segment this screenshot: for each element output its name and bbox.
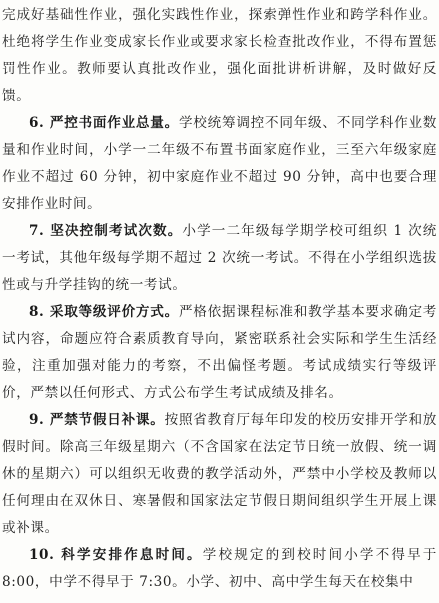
document-body bbox=[2, 2, 437, 596]
paragraph-heading: 10. 科学安排作息时间。 bbox=[29, 547, 203, 563]
paragraph-text: 完成好基础性作业，强化实践性作业，探索弹性作业和跨学科作业。杜绝将学生作业变成家长作业或要求家长检查批改作业，不得布置惩罚性作业。教师要认真批改作业，强化面批讲析讲解，及时做好反馈。 bbox=[2, 7, 437, 104]
paragraph-heading: 6. 严控书面作业总量。 bbox=[29, 115, 179, 131]
paragraph-homework-quality bbox=[2, 2, 437, 110]
paragraph-text: 严格依据课程标准和教学基本要求确定考试内容，命题应符合素质教育导向，紧密联系社会实际和学生生活经验，注重加强对能力的考察，不出偏怪考题。考试成绩实行等级评价，严禁以任何形式、方式公布学生考试成绩及排名。 bbox=[2, 304, 437, 401]
paragraph-homework-total bbox=[2, 110, 437, 218]
paragraph-text: 小学一二年级每学期学校可组织 1 次统一考试，其他年级每学期不超过 2 次统一考试。不得在小学组织选拔性或与升学挂钩的统一考试。 bbox=[2, 223, 437, 293]
paragraph-heading: 7. 坚决控制考试次数。 bbox=[29, 223, 183, 239]
paragraph-text: 按照省教育厅每年印发的校历安排开学和放假时间。除高三年级星期六（不含国家在法定节日统一放假、统一调休的星期六）可以组织无收费的教学活动外，严禁中小学校及教师以任何理由在双休日、寒暑假和国家法定节假日期间组织学生开展上课或补课。 bbox=[2, 412, 437, 536]
paragraph-heading: 8. 采取等级评价方式。 bbox=[29, 304, 179, 320]
paragraph-text: 学校规定的到校时间小学不得早于 8:00，中学不得早于 7:30。小学、初中、高中学生每天在校集中 bbox=[2, 547, 437, 590]
paragraph-holiday-tutoring bbox=[2, 407, 437, 542]
paragraph-schedule bbox=[2, 542, 437, 596]
paragraph-heading: 9. 严禁节假日补课。 bbox=[29, 412, 165, 428]
paragraph-exam-frequency bbox=[2, 218, 437, 299]
paragraph-grade-evaluation bbox=[2, 299, 437, 407]
paragraph-text: 学校统筹调控不同年级、不同学科作业数量和作业时间，小学一二年级不布置书面家庭作业，三至六年级家庭作业不超过 60 分钟，初中家庭作业不超过 90 分钟，高中也要合理安排作业时间。 bbox=[2, 115, 437, 212]
